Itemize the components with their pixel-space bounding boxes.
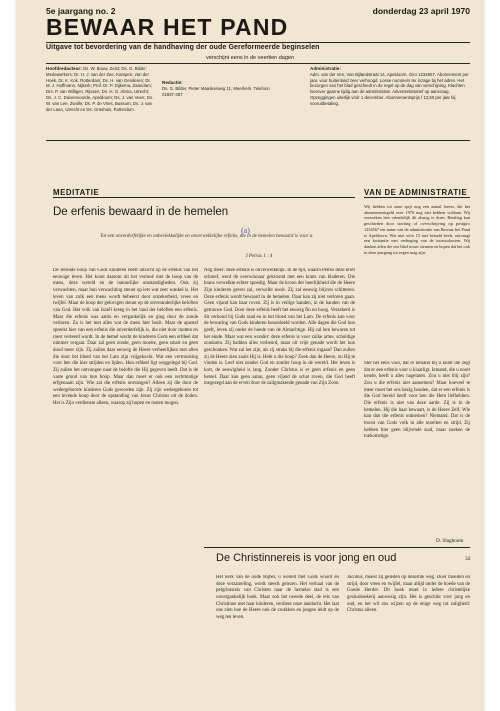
administration-section-label: VAN DE ADMINISTRATIE (364, 188, 468, 197)
issue-date: donderdag 23 april 1970 (372, 6, 470, 16)
scripture-quote: Tot een onverderfelijke en onbevlekkelijke en onverwelkelijke erfenis, die in de hemelen bewaard is voor u. (100, 234, 314, 239)
article-2-column-2: Jacobus, moest zij geleden op dezelfde weg. Door moeiten en strijd, door vrees en twijfel, maar altijd onder de hoede van de Goede Herder. Dit boek moet in iedere christelijke gezinsboekerij aanwezig zijn. Het is geschikt voor jong en oud, en het wil ons wijzen op de enige weg tot zaligheid: Christus alleen. (347, 575, 470, 614)
editors-text: Ds. W. Bouw, Zeist; Ds. G. Bilder; Medewerkers: Dr. H. J. van der Zee, Kampen; van der Hoek, Dr. K. Kok, Rotterdam; Ds. H. van Genderen; Dr. M. J. Hoffmann, Nijkerk; Prof. Dr. P. Dijkema, Zaandam; Drs. P. van Willigen, Rijssen; Ds. H. G. Abma, Utrecht; Ds. J. C. Duivenvoorde, Apeldoorn; Ds. J. van Veen; Ds. W. van Lee, Zwolle; Ds. P. de Vries, Bussum; Ds. J. van der Laan, Utrecht en Ds. Grashuis, Rotterdam. (46, 66, 154, 112)
administration-divider (364, 197, 470, 198)
article-1-column-3: Stel het eens voor, dat er iemand bij u komt die zegt dat er een erfenis voor u klaarligt. Iemand, die u nooit kende, heeft u alles nagelaten. Zou u niet blij zijn? Zou u die erfenis niet aannemen? Maar hoeveel te meer moet het ons bezig houden, dat er een erfenis is die God bereid heeft voor hen die Hem liefhebben. Die erfenis is niet van deze aarde. Zij is in de hemelen. Hij die haar bewaart, is de Heere Zelf. Wie kan dan die erfenis ontnemen? Niemand. Dat is de troost van Gods volk in alle moeiten en strijd. Zij hebben hier geen blijvende stad, maar zoeken de toekomstige. (364, 361, 470, 440)
newspaper-subtitle: Uitgave tot bevordering van de handhaving der oude Gereformeerde beginselen (46, 44, 320, 51)
meditation-divider (53, 197, 355, 198)
article-2-column-1: Het kerk van de oude Bijbel, u wereld met Gods woord en deze verzameling, wordt steeds gelezen. Het verhaal van de pelgrimsreis van Christen naar de hemelse stad is een onvergankelijk boek. Maar ook het tweede deel, de reis van Christinne met haar kinderen, verdient onze aandacht. Het laat ons zien hoe de Heere ook de zwakken en jongen leidt op de weg ten leven. (216, 575, 339, 620)
administration-text: Adm. van der Ven, Van Bijlandstraat 14, Apeldoorn. Giro 1234567. Abonnement per jaar, voor buitenland zeer verhoogd. Losse nummers ter inzage bij het adres. Het bezorgen van het blad geschiedt in de regel op de dag van verschijning. Klachten hierover gaarne tijdig aan de administratie. Advertentietarief op aanvraag. Opzeggingen uiterlijk vóór 1 december. Abonnementsprijs f 12,50 per jaar bij vooruitbetaling. (310, 71, 469, 106)
header-divider (46, 63, 470, 64)
administration-notice: Wij hebben tot onze spijt nog een aantal lezers, die het abonnementsgeld over 1970 nog niet hebben voldaan. Wij verzoeken hen vriendelijk dit alsnog te doen. Betaling kan geschieden door storting of overschrijving op postgiro 1234567 ten name van de administratie van Bewaar het Pand te Apeldoorn. Wie niet vóór 15 mei betaald heeft, ontvangt een kwitantie met verhoging van de incassokosten. Wij danken allen die ons blad trouw steunen en hopen dat het ook in deze jaargang tot zegen mag zijn. (364, 204, 470, 255)
editorial-office-label: Redactie: (162, 80, 183, 85)
article-2-headline: De Christinnereis is voor jong en oud (216, 552, 397, 564)
editorial-office-text: Ds. G. Bilder, Pieter Maaskerweg 11, Meerkerk. Telefoon 01837-357 (162, 85, 270, 97)
article-1-column-2: Nog meer: deze erfenis is onverwelkelijk. In de tijd, waarin Petrus deze brief schreef, werd de overwinnaar gekroond met een krans van bladeren. Die krans verwelkte echter spoedig. Maar de kroon der heerlijkheid die de Heere Zijn kinderen geven zal, verwelkt nooit. Zij zal eeuwig blijven schitteren. Deze erfenis wordt bewaard in de hemelen. Daar kan zij niet verloren gaan. Geen vijand kan haar roven. Zij is in veilige handen, in de handen van de getrouwe God. Door deze erfenis heeft het eeuwig fin en hoog. Verzekerd is dit verbond bij Gods raad en in het bloed van het Lam. De erfenis kan voor de bewaring van Gods kinderen beoordeeld worden. Alle dagen die God hun geeft, leven zij onder de hoede van de Almachtige. Hij zal hen bewaren tot het einde. Maar wat een wonder: deze erfenis is voor zulke arme, schuldige zondaren. Zij hadden alles verbeurd, maar uit vrije genade wordt het hun geschonken. Wat zal het zijn, als zij straks bij die erfenis ingaan? Dan zullen zij de Heere zien zoals Hij is. Hebt u die hoop? Zoek dan de Heere, nu Hij te vinden is. Leef niet zonder God en zonder hoop in de wereld. Het leven is kort, de eeuwigheid is lang. Zonder Christus is er geen erfenis en geen hemel. Daar kan geen satan, geen vijand de schat roven, die God heeft toegezegd aan de erven door de zaligmakende genade van Zijn Zoon. (204, 268, 355, 387)
newspaper-page (16, 0, 484, 711)
scripture-reference: I Petrus 1 : 4 (246, 254, 273, 259)
administration-box (310, 66, 470, 138)
editors-label: Hoofdredacteur: (46, 66, 82, 71)
article-1-author: D. Slagboom (436, 538, 464, 544)
publication-frequency: verschijnt eens in de veertien dagen (205, 55, 295, 61)
article-2-divider (204, 547, 470, 548)
article-1-column-1: De levende hoop van Gods kinderen heeft uitzicht op de erfenis van het eeuwige leven. Het komt daarom uit het vermoë met de hoop van de mens, deze wereld en de natuurlijke omstandigheden. Ook zij verwachten, maar hun verwachting steunt op iets wat zeer wankel is. Het leven van zulk een mens wordt beheerst door onzekerheid, vrees en twijfel. Maar de hoop der gelovigen steunt op de onveranderlijke beloften van God. Het volk van Israël kreeg in het land der beloften een erfenis. Maar die erfenis was aards en vergankelijk en ging door de zonde verloren. Zo is het met alles wat de mens hier bezit. Maar de apostel spreekt hier van een erfenis die onverderfelijk is, die niet door motten en roest verteerd wordt. In de hemel wacht de kinderen Gods een erfdeel dat nimmer vergaat. Daar zal geen zonde, geen moeite, geen smart en geen dood meer zijn. Zij zullen daar eeuwig de Heere verheerlijken met allen die door het bloed van het Lam zijn vrijgekocht. Wat een vertroosting voor hen die hier strijden en lijden. Hun erfdeel ligt weggelegd bij God. Zij zullen het ontvangen naar de belofte die Hij gegeven heeft. Dat is de vaste grond van hun hoop. Maar dan moet er ook een rechtmatige erfgenaam zijn. Wie zal die erfenis ontvangen? Alleen zij die door de wedergeboorte kinderen Gods geworden zijn. Zij zijn wedergeboren tot een levende hoop door de opstanding van Jezus Christus uit de doden. Het is Zijn verdienste alleen, waarop zij hopen en rusten mogen. (53, 268, 198, 407)
title-divider (46, 42, 470, 43)
header-bottom-divider (46, 140, 470, 141)
volume-number: 5e jaargang no. 2 (46, 6, 116, 16)
page-number: 32 (465, 556, 471, 562)
newspaper-title: BEWAAR HET PAND (46, 14, 289, 40)
meditation-section-label: MEDITATIE (53, 188, 100, 197)
pencil-annotation: (a) (241, 226, 250, 235)
editors-box (46, 66, 154, 138)
administration-label: Administratie: (310, 66, 341, 71)
article-1-headline: De erfenis bewaard in de hemelen (53, 206, 229, 218)
